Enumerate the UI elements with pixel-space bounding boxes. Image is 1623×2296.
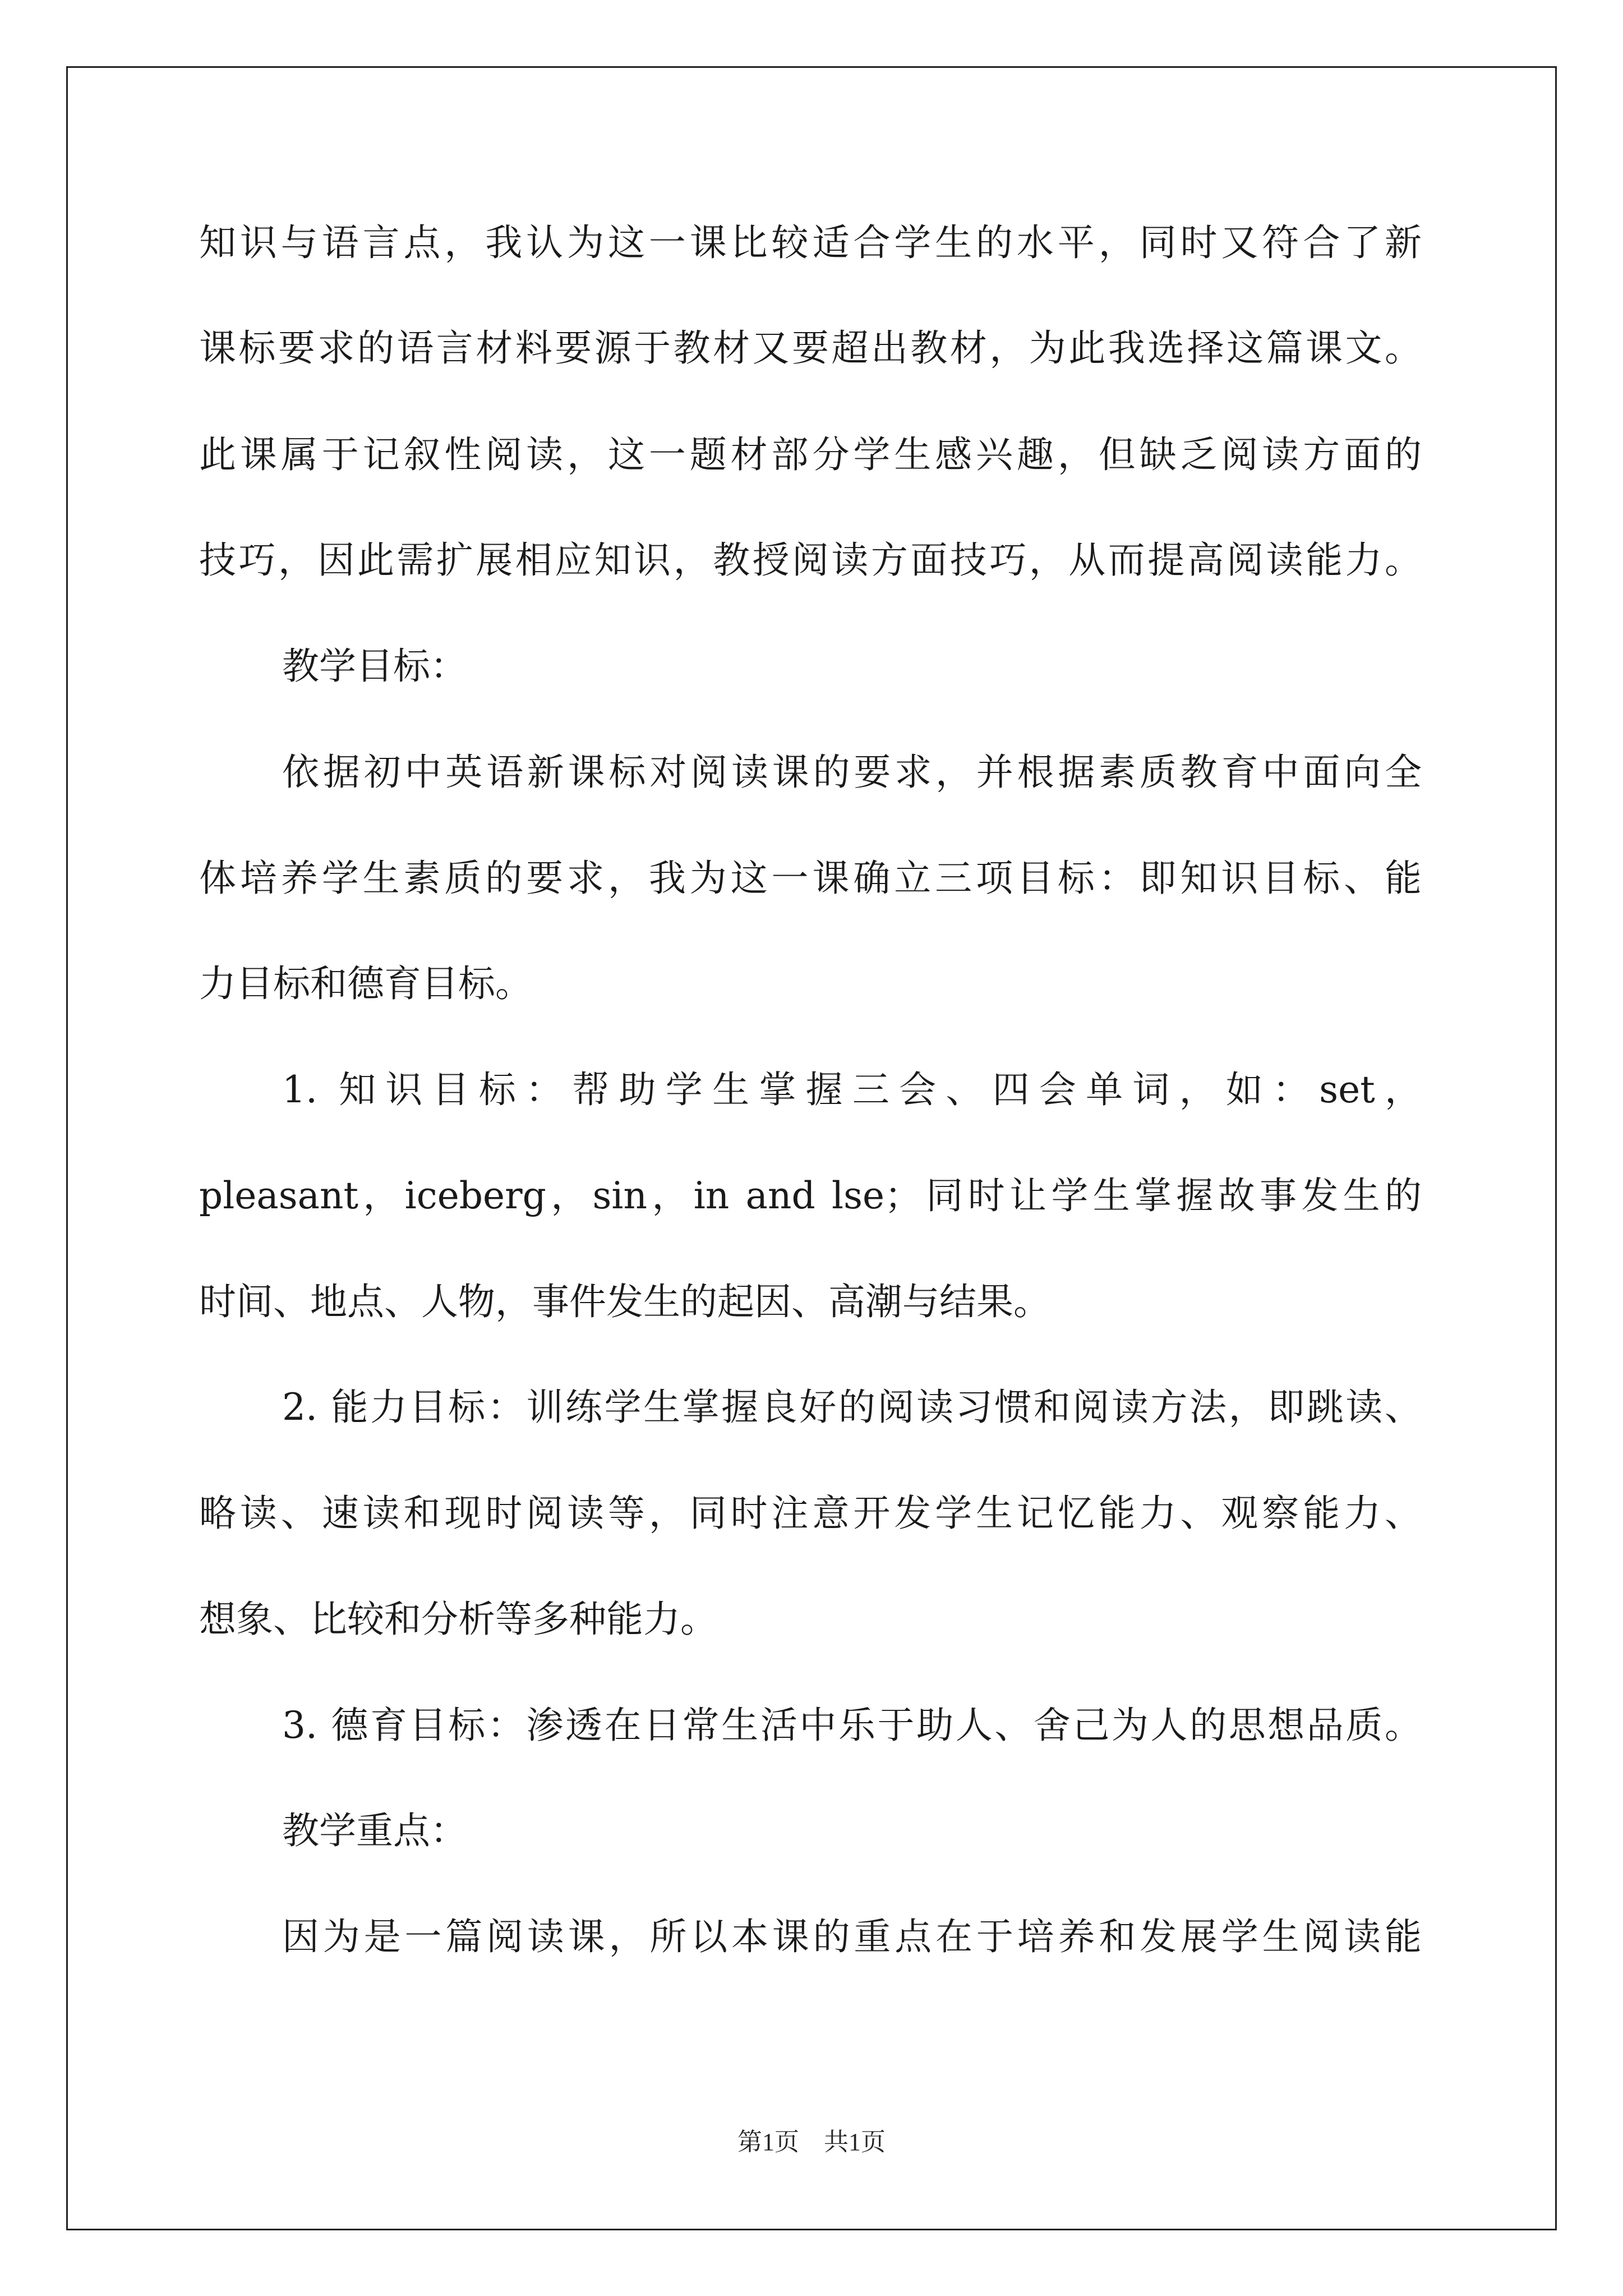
text-line: 因为是一篇阅读课，所以本课的重点在于培养和发展学生阅读能 — [282, 1915, 1422, 1958]
text-line: 力目标和德育目标。 — [199, 962, 532, 1005]
text-line: pleasant，iceberg，sin，in and lse；同时让学生掌握故事发生的 — [199, 1174, 1422, 1217]
text-line: 体培养学生素质的要求，我为这一课确立三项目标：即知识目标、能 — [199, 857, 1422, 900]
list-item-ability: 2. 能力目标：训练学生掌握良好的阅读习惯和阅读方法，即跳读、 — [282, 1386, 1422, 1429]
text-line: 课标要求的语言材料要源于教材又要超出教材，为此我选择这篇课文。 — [199, 326, 1422, 370]
text-line: 技巧，因此需扩展相应知识，教授阅读方面技巧，从而提高阅读能力。 — [199, 539, 1422, 582]
section-heading: 教学目标： — [282, 645, 467, 688]
text-line: 时间、地点、人物，事件发生的起因、高潮与结果。 — [199, 1280, 1050, 1323]
text-line: 依据初中英语新课标对阅读课的要求，并根据素质教育中面向全 — [282, 751, 1422, 794]
page-border — [66, 66, 1557, 2230]
text-line: 知识与语言点，我认为这一课比较适合学生的水平，同时又符合了新 — [199, 221, 1422, 264]
list-item-knowledge: 1. 知识目标：帮助学生掌握三会、四会单词，如：set， — [282, 1068, 1422, 1111]
text-line: 略读、速读和现时阅读等，同时注意开发学生记忆能力、观察能力、 — [199, 1492, 1422, 1535]
list-item-moral: 3. 德育目标：渗透在日常生活中乐于助人、舍己为人的思想品质。 — [282, 1704, 1422, 1747]
page-footer: 第1页 共1页 — [737, 2128, 886, 2156]
section-heading: 教学重点： — [282, 1809, 467, 1852]
text-line: 想象、比较和分析等多种能力。 — [199, 1598, 717, 1641]
text-line: 此课属于记叙性阅读，这一题材部分学生感兴趣，但缺乏阅读方面的 — [199, 433, 1422, 476]
